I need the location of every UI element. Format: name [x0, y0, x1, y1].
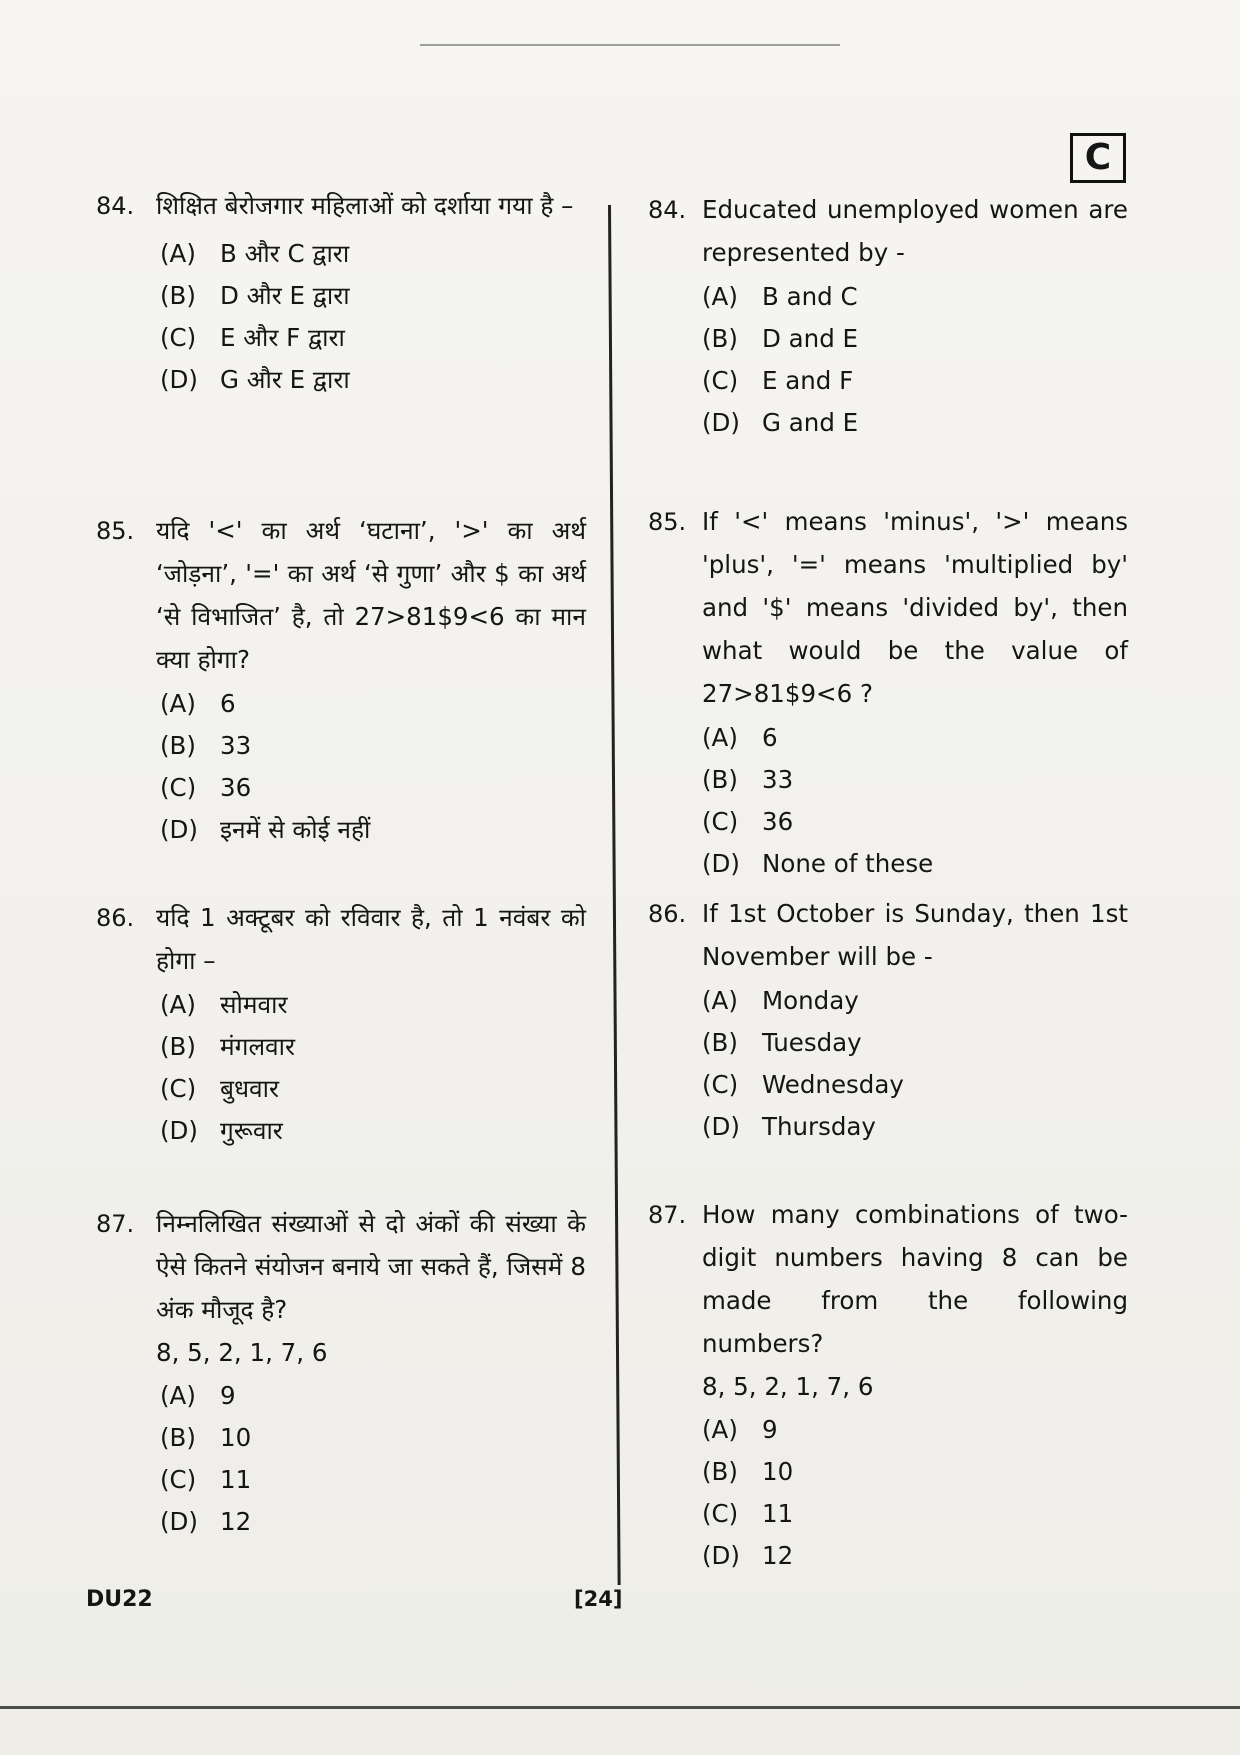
- question-text: If '<' means 'minus', '>' means 'plus', '=' means 'multiplied by' and '$' means 'divided by', then what would be the value of 27>81$9<6 ?: [702, 507, 1128, 708]
- option-text: B और C द्वारा: [220, 239, 350, 268]
- question-text: यदि '<' का अर्थ ‘घटाना’, '>' का अर्थ ‘जोड़ना’, '=' का अर्थ ‘से गुणा’ और $ का अर्थ ‘से विभाजित’ है, तो 27>81$9<6 का मान क्या होगा?: [156, 516, 586, 674]
- option-text: 6: [762, 723, 778, 752]
- option-letter: (C): [702, 1499, 739, 1528]
- number-list: 8, 5, 2, 1, 7, 6: [702, 1372, 874, 1401]
- option-letter: (A): [702, 723, 738, 752]
- option-letter: (A): [160, 1381, 196, 1410]
- option-b: [160, 725, 586, 767]
- option-c: [160, 1459, 586, 1501]
- option-letter: (C): [160, 1465, 197, 1494]
- question-84-english: [648, 196, 1128, 444]
- bottom-rule: [0, 1706, 1240, 1709]
- question-text: निम्नलिखित संख्याओं से दो अंकों की संख्या के ऐसे कितने संयोजन बनाये जा सकते हैं, जिसमें 8 अंक मौजूद है?: [156, 1209, 586, 1324]
- option-letter: (D): [702, 1541, 740, 1570]
- options-list: [160, 233, 586, 401]
- question-87-english: [648, 1201, 1128, 1577]
- option-letter: (D): [702, 849, 740, 878]
- option-d: [160, 809, 586, 851]
- option-text: 11: [762, 1499, 794, 1528]
- question-86-hindi: [96, 904, 586, 1152]
- question-85-english: [648, 508, 1128, 885]
- option-a: [702, 276, 1128, 318]
- option-a: [702, 1409, 1128, 1451]
- option-c: [160, 767, 586, 809]
- options-list: [702, 980, 1128, 1148]
- option-b: [160, 1026, 586, 1068]
- option-letter: (B): [160, 1423, 196, 1452]
- options-list: [702, 276, 1128, 444]
- option-text: 12: [762, 1541, 794, 1570]
- option-b: [160, 275, 586, 317]
- option-b: [702, 759, 1128, 801]
- option-letter: (C): [160, 773, 197, 802]
- option-text: 10: [220, 1423, 252, 1452]
- option-text: G और E द्वारा: [220, 365, 350, 394]
- page-number: [24]: [574, 1587, 623, 1611]
- question-87-hindi: [96, 1210, 586, 1543]
- number-list: 8, 5, 2, 1, 7, 6: [156, 1338, 328, 1367]
- option-letter: (D): [160, 815, 198, 844]
- question-86-english: [648, 900, 1128, 1148]
- option-text: 11: [220, 1465, 252, 1494]
- option-text: Monday: [762, 986, 859, 1015]
- question-85-hindi: [96, 517, 586, 851]
- question-text: Educated unemployed women are represented by -: [702, 195, 1128, 267]
- option-letter: (B): [702, 1028, 738, 1057]
- option-b: [160, 1417, 586, 1459]
- booklet-code: DU22: [86, 1587, 153, 1612]
- question-number: 87.: [648, 1201, 687, 1229]
- option-a: [702, 980, 1128, 1022]
- options-list: [702, 1409, 1128, 1577]
- option-a: [702, 717, 1128, 759]
- option-c: [702, 360, 1128, 402]
- option-c: [702, 801, 1128, 843]
- option-letter: (A): [160, 689, 196, 718]
- question-number: 85.: [96, 517, 135, 545]
- option-letter: (A): [702, 1415, 738, 1444]
- option-letter: (A): [160, 990, 196, 1019]
- question-number: 86.: [648, 900, 687, 928]
- option-a: [160, 984, 586, 1026]
- option-text: 10: [762, 1457, 794, 1486]
- option-a: [160, 683, 586, 725]
- option-d: [702, 402, 1128, 444]
- set-code-badge: C: [1070, 133, 1126, 183]
- option-letter: (A): [702, 986, 738, 1015]
- option-letter: (B): [160, 731, 196, 760]
- question-number: 87.: [96, 1210, 135, 1238]
- option-text: B and C: [762, 282, 858, 311]
- option-text: Tuesday: [762, 1028, 862, 1057]
- option-text: 12: [220, 1507, 252, 1536]
- option-d: [702, 843, 1128, 885]
- option-text: 33: [220, 731, 252, 760]
- option-c: [702, 1064, 1128, 1106]
- question-text: How many combinations of two-digit numbers having 8 can be made from the following numbers?: [702, 1200, 1128, 1358]
- option-letter: (D): [702, 1112, 740, 1141]
- option-text: 9: [220, 1381, 236, 1410]
- option-letter: (C): [160, 1074, 197, 1103]
- question-number: 86.: [96, 904, 135, 932]
- question-text: यदि 1 अक्टूबर को रविवार है, तो 1 नवंबर को होगा –: [156, 903, 586, 975]
- question-number: 85.: [648, 508, 687, 536]
- option-letter: (C): [702, 1070, 739, 1099]
- option-letter: (B): [702, 765, 738, 794]
- option-text: Thursday: [762, 1112, 876, 1141]
- option-a: [160, 1375, 586, 1417]
- option-letter: (B): [160, 281, 196, 310]
- option-text: इनमें से कोई नहीं: [220, 815, 371, 844]
- option-d: [160, 1501, 586, 1543]
- option-text: E and F: [762, 366, 854, 395]
- option-text: G and E: [762, 408, 859, 437]
- option-b: [702, 1022, 1128, 1064]
- option-text: 33: [762, 765, 794, 794]
- option-letter: (C): [702, 807, 739, 836]
- top-rule: [420, 44, 840, 46]
- question-number: 84.: [648, 196, 687, 224]
- option-letter: (A): [702, 282, 738, 311]
- option-c: [702, 1493, 1128, 1535]
- option-d: [702, 1106, 1128, 1148]
- option-text: 9: [762, 1415, 778, 1444]
- option-text: 6: [220, 689, 236, 718]
- option-b: [702, 318, 1128, 360]
- option-b: [702, 1451, 1128, 1493]
- option-d: [160, 1110, 586, 1152]
- question-84-hindi: [96, 192, 586, 401]
- option-text: 36: [220, 773, 252, 802]
- option-text: गुरूवार: [220, 1116, 283, 1145]
- option-letter: (A): [160, 239, 196, 268]
- option-text: D and E: [762, 324, 859, 353]
- option-letter: (D): [160, 1116, 198, 1145]
- question-text: If 1st October is Sunday, then 1st November will be -: [702, 899, 1128, 971]
- question-number: 84.: [96, 192, 135, 220]
- option-a: [160, 233, 586, 275]
- option-letter: (D): [702, 408, 740, 437]
- option-letter: (D): [160, 1507, 198, 1536]
- question-text: शिक्षित बेरोजगार महिलाओं को दर्शाया गया है –: [156, 191, 574, 220]
- option-letter: (C): [702, 366, 739, 395]
- option-d: [160, 359, 586, 401]
- option-text: None of these: [762, 849, 934, 878]
- option-letter: (C): [160, 323, 197, 352]
- option-text: E और F द्वारा: [220, 323, 345, 352]
- option-text: Wednesday: [762, 1070, 904, 1099]
- option-text: सोमवार: [220, 990, 288, 1019]
- option-letter: (B): [702, 1457, 738, 1486]
- option-letter: (B): [702, 324, 738, 353]
- option-text: बुधवार: [220, 1074, 280, 1103]
- options-list: [702, 717, 1128, 885]
- option-text: मंगलवार: [220, 1032, 296, 1061]
- options-list: [160, 1375, 586, 1543]
- option-c: [160, 317, 586, 359]
- option-d: [702, 1535, 1128, 1577]
- column-divider: [608, 205, 621, 1585]
- options-list: [160, 984, 586, 1152]
- option-letter: (D): [160, 365, 198, 394]
- option-text: 36: [762, 807, 794, 836]
- option-text: D और E द्वारा: [220, 281, 350, 310]
- option-letter: (B): [160, 1032, 196, 1061]
- option-c: [160, 1068, 586, 1110]
- options-list: [160, 683, 586, 851]
